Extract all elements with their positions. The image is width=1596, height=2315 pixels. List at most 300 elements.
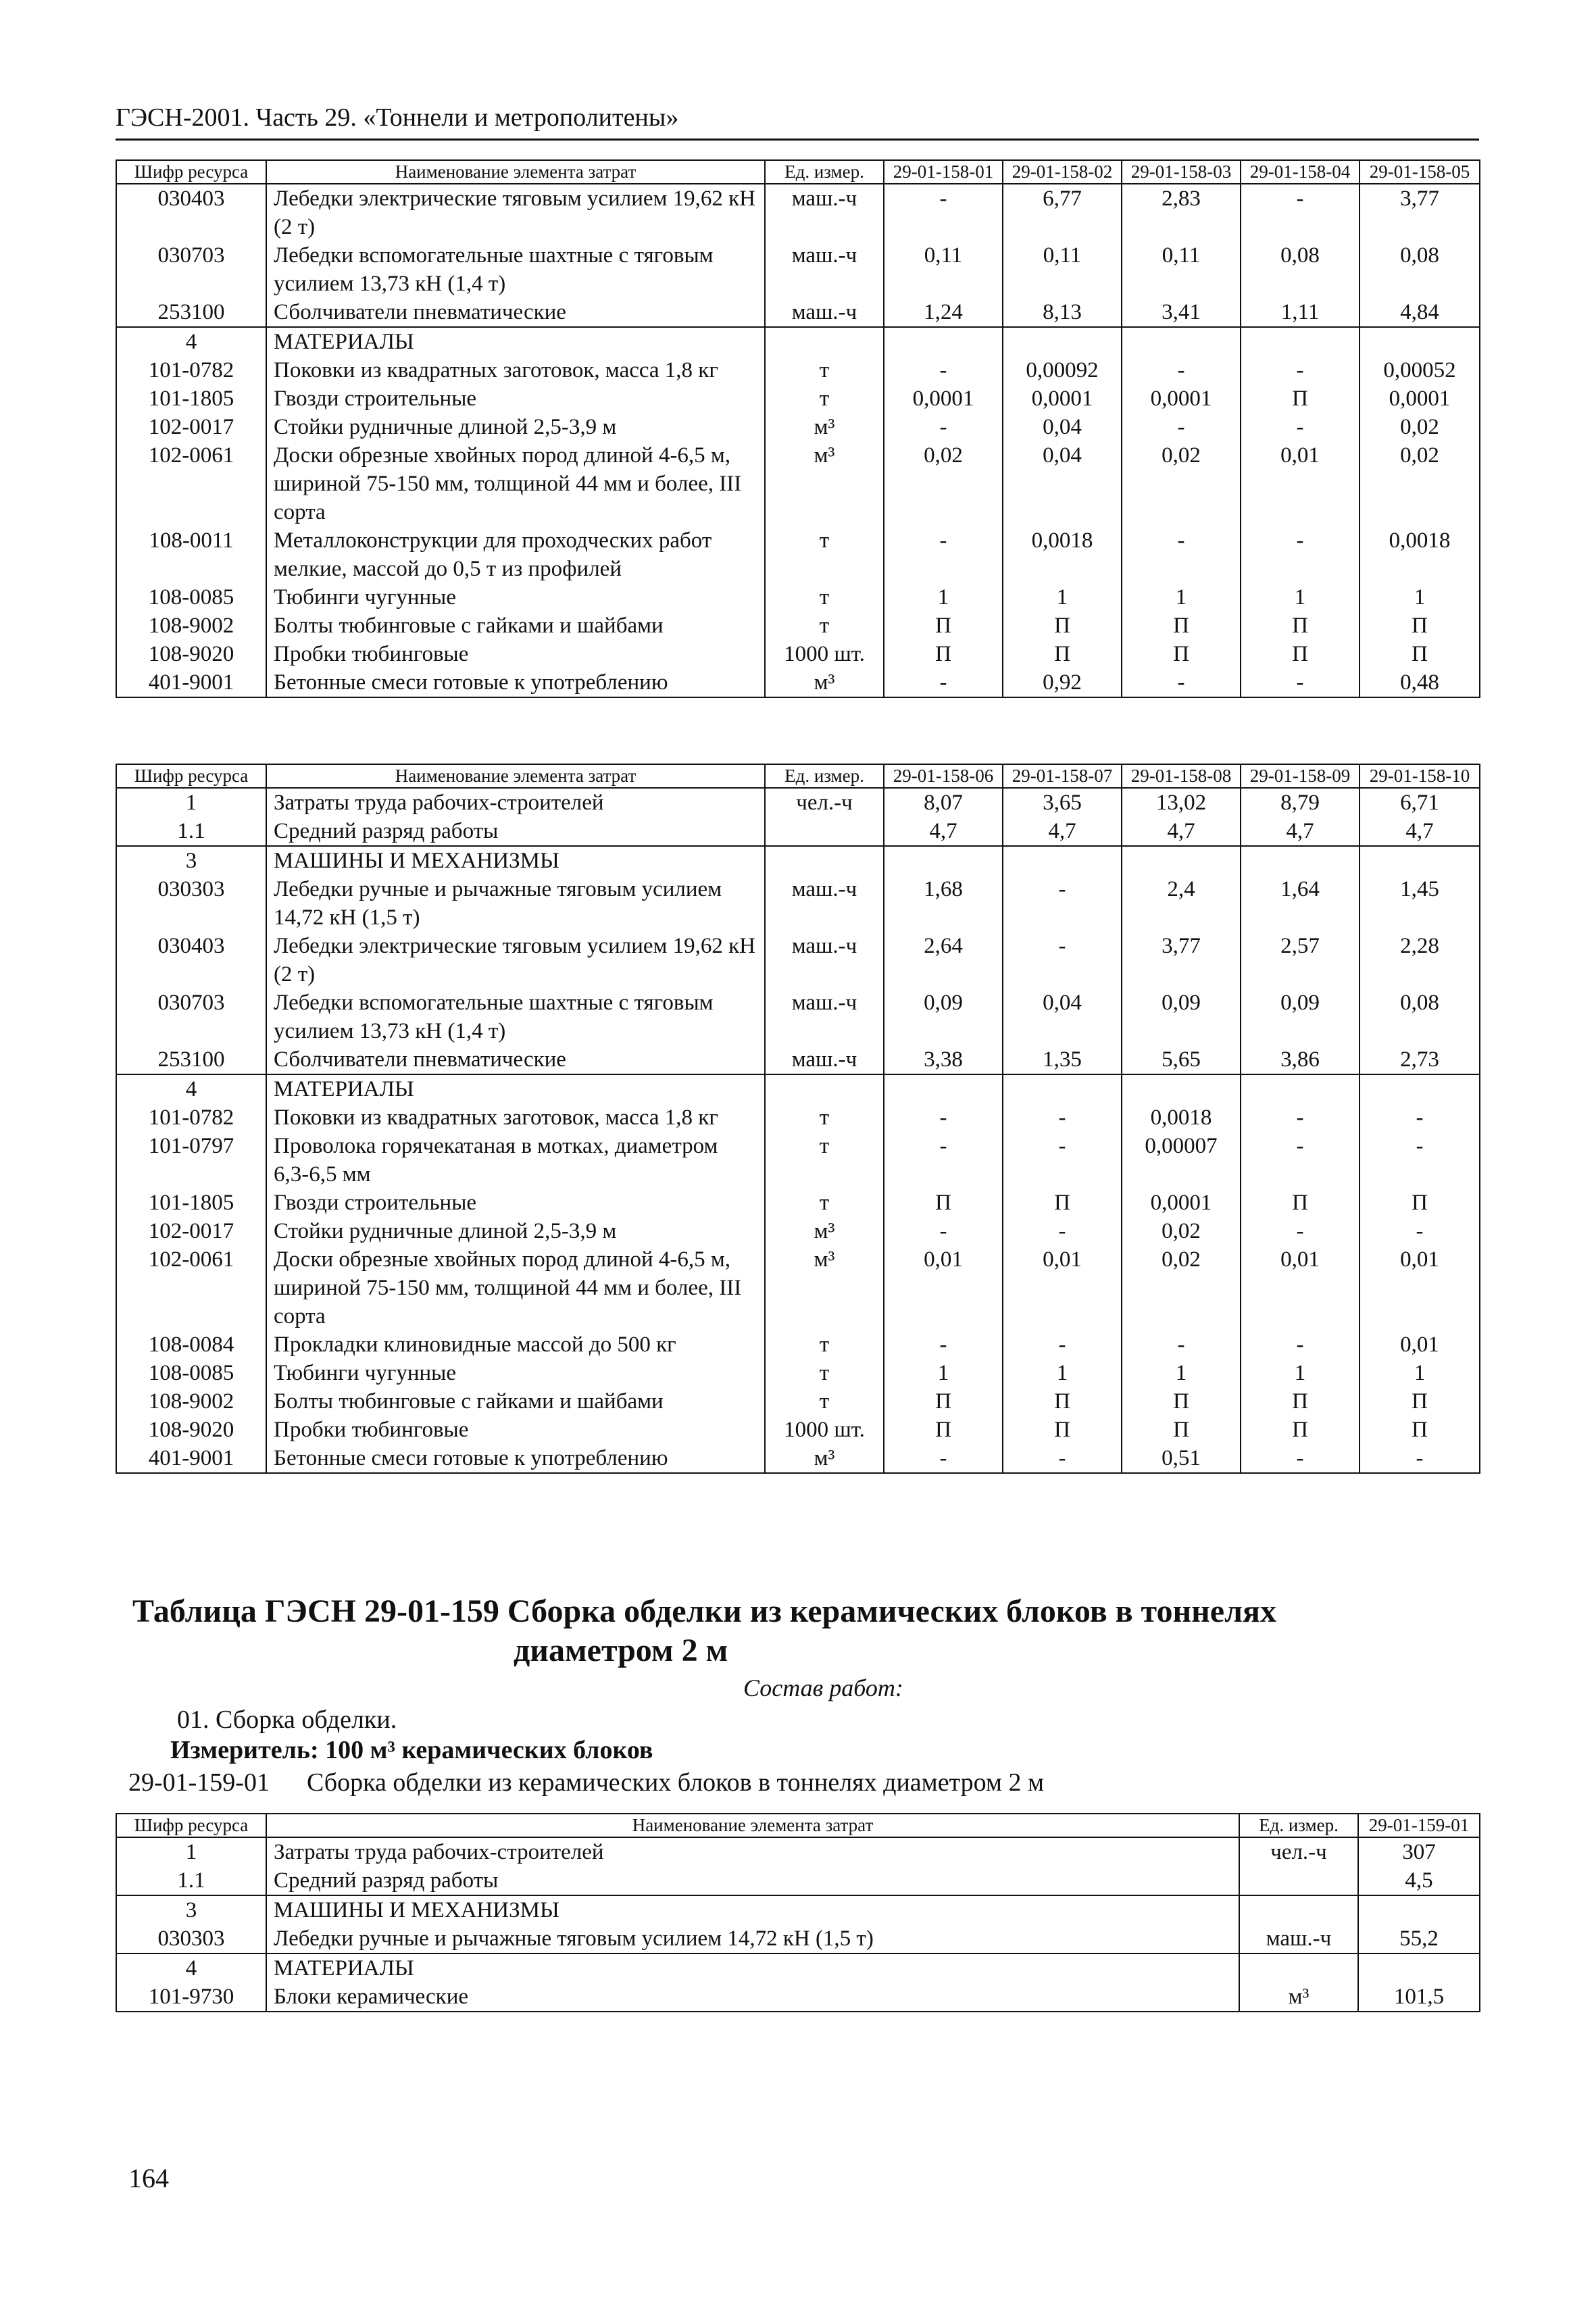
unit-cell: т [765, 526, 884, 583]
value-cell: - [1241, 668, 1360, 697]
table-row [116, 184, 1480, 241]
value-cell: 1,24 [884, 298, 1003, 327]
resource-name: Лебедки вспомогательные шахтные с тяговым усилием 13,73 кН (1,4 т) [266, 989, 765, 1045]
value-cell [884, 327, 1003, 356]
resource-name: Лебедки электрические тяговым усилием 19,62 кН (2 т) [266, 932, 765, 989]
resource-code: 102-0061 [116, 1245, 266, 1330]
header-norm-code: 29-01-158-04 [1241, 160, 1360, 184]
value-cell: П [1241, 640, 1360, 668]
table-row [116, 989, 1480, 1045]
table-row [116, 668, 1480, 697]
resource-code: 108-0084 [116, 1330, 266, 1359]
value-cell: 0,04 [1003, 413, 1122, 441]
resource-code: 108-9002 [116, 1387, 266, 1416]
unit-cell: т [765, 1387, 884, 1416]
unit-cell: т [765, 612, 884, 640]
value-cell: 0,92 [1003, 668, 1122, 697]
value-cell: 8,13 [1003, 298, 1122, 327]
header-name: Наименование элемента затрат [266, 764, 765, 788]
value-cell: 0,00052 [1360, 356, 1480, 384]
resource-name: Средний разряд работы [266, 817, 765, 846]
resource-name: Металлоконструкции для проходческих работ мелкие, массой до 0,5 т из профилей [266, 526, 765, 583]
unit-cell: маш.-ч [765, 875, 884, 932]
value-cell: 0,0001 [1122, 384, 1241, 413]
norm-name: Сборка обделки из керамических блоков в тоннелях диаметром 2 м [306, 1768, 1045, 1797]
table-row [116, 640, 1480, 668]
value-cell: 4,7 [884, 817, 1003, 846]
value-cell: 6,77 [1003, 184, 1122, 241]
resource-name: Гвозди строительные [266, 1189, 765, 1217]
value-cell: 0,11 [1122, 241, 1241, 298]
value-cell: 2,83 [1122, 184, 1241, 241]
table-row [116, 1387, 1480, 1416]
resource-table-159-01 [116, 1813, 1480, 2012]
value-cell: П [1003, 640, 1122, 668]
value-cell [1122, 1074, 1241, 1103]
resource-name: Сболчиватели пневматические [266, 1045, 765, 1074]
resource-code: 1.1 [116, 817, 266, 846]
header-unit: Ед. измер. [765, 160, 884, 184]
value-cell: П [884, 1416, 1003, 1444]
resource-name: Стойки рудничные длиной 2,5-3,9 м [266, 1217, 765, 1245]
value-cell [884, 846, 1003, 875]
table-row [116, 583, 1480, 612]
value-cell: П [1241, 1416, 1360, 1444]
resource-code: 108-9020 [116, 1416, 266, 1444]
value-cell: 4,7 [1241, 817, 1360, 846]
value-cell: 0,0001 [884, 384, 1003, 413]
value-cell: - [884, 1132, 1003, 1189]
value-cell [884, 1074, 1003, 1103]
resource-code: 030703 [116, 989, 266, 1045]
table-row [116, 1866, 1480, 1895]
value-cell: П [1360, 1189, 1480, 1217]
table-row [116, 298, 1480, 327]
resource-code: 030303 [116, 1924, 266, 1953]
unit-cell: чел.-ч [1239, 1837, 1358, 1866]
resource-code: 401-9001 [116, 1444, 266, 1473]
value-cell: - [884, 356, 1003, 384]
value-cell: 0,02 [884, 441, 1003, 526]
resource-name: Тюбинги чугунные [266, 583, 765, 612]
value-cell: - [1003, 875, 1122, 932]
value-cell: 3,77 [1122, 932, 1241, 989]
value-cell: - [884, 1217, 1003, 1245]
resource-name: Пробки тюбинговые [266, 640, 765, 668]
value-cell: - [1241, 1217, 1360, 1245]
value-cell: П [884, 1189, 1003, 1217]
value-cell: П [884, 640, 1003, 668]
header-norm-code: 29-01-158-10 [1360, 764, 1480, 788]
unit-cell: м³ [765, 441, 884, 526]
value-cell: - [1003, 1330, 1122, 1359]
value-cell: 4,84 [1360, 298, 1480, 327]
unit-cell: маш.-ч [765, 932, 884, 989]
value-cell: П [1122, 612, 1241, 640]
unit-cell: маш.-ч [765, 241, 884, 298]
table-row [116, 1444, 1480, 1473]
value-cell [1003, 327, 1122, 356]
resource-code: 108-9002 [116, 612, 266, 640]
value-cell: - [1003, 932, 1122, 989]
value-cell: 0,48 [1360, 668, 1480, 697]
unit-cell: т [765, 1132, 884, 1189]
unit-cell: м³ [765, 1217, 884, 1245]
header-norm-code: 29-01-158-01 [884, 160, 1003, 184]
value-cell: 0,02 [1122, 1245, 1241, 1330]
table-row [116, 1983, 1480, 2012]
value-cell: 0,09 [1122, 989, 1241, 1045]
resource-table-158-01-05 [116, 159, 1480, 698]
resource-code: 102-0017 [116, 1217, 266, 1245]
header-norm-code: 29-01-158-07 [1003, 764, 1122, 788]
resource-name: Болты тюбинговые с гайками и шайбами [266, 612, 765, 640]
header-unit: Ед. измер. [1239, 1814, 1358, 1837]
value-cell: 3,38 [884, 1045, 1003, 1074]
value-cell: - [884, 184, 1003, 241]
value-cell: 0,01 [1003, 1245, 1122, 1330]
value-cell: П [1241, 1387, 1360, 1416]
value-cell: П [1241, 612, 1360, 640]
value-cell: 5,65 [1122, 1045, 1241, 1074]
value-cell: - [884, 526, 1003, 583]
table-row [116, 356, 1480, 384]
value-cell: - [1241, 1132, 1360, 1189]
value-cell: П [1122, 1416, 1241, 1444]
resource-code: 101-0782 [116, 1103, 266, 1132]
value-cell: - [1003, 1103, 1122, 1132]
value-cell: П [1122, 640, 1241, 668]
value-cell: 0,08 [1241, 241, 1360, 298]
resource-name: Блоки керамические [266, 1983, 1239, 2012]
table-row [116, 1132, 1480, 1189]
table-row [116, 413, 1480, 441]
value-cell: 55,2 [1358, 1924, 1480, 1953]
value-cell: - [1360, 1103, 1480, 1132]
running-header: ГЭСН-2001. Часть 29. «Тоннели и метрополитены» [116, 103, 679, 132]
value-cell: - [884, 1103, 1003, 1132]
value-cell: - [1241, 526, 1360, 583]
value-cell: 1,64 [1241, 875, 1360, 932]
header-norm-code: 29-01-158-09 [1241, 764, 1360, 788]
value-cell: - [1241, 184, 1360, 241]
value-cell: П [884, 612, 1003, 640]
section-row [116, 327, 1480, 356]
value-cell: 8,07 [884, 788, 1003, 817]
unit-cell: м³ [1239, 1983, 1358, 2012]
resource-code: 101-9730 [116, 1983, 266, 2012]
resource-table-158-06-10 [116, 764, 1480, 1474]
resource-name: Стойки рудничные длиной 2,5-3,9 м [266, 413, 765, 441]
resource-name: Бетонные смеси готовые к употреблению [266, 1444, 765, 1473]
unit-cell: т [765, 1103, 884, 1132]
resource-name: Затраты труда рабочих-строителей [266, 1837, 1239, 1866]
value-cell: 0,0001 [1360, 384, 1480, 413]
value-cell: - [1003, 1444, 1122, 1473]
value-cell: П [1122, 1387, 1241, 1416]
value-cell [1360, 846, 1480, 875]
value-cell [1003, 846, 1122, 875]
value-cell: 2,73 [1360, 1045, 1480, 1074]
value-cell: 1,45 [1360, 875, 1480, 932]
resource-name: Лебедки электрические тяговым усилием 19,62 кН (2 т) [266, 184, 765, 241]
table-header-row [116, 160, 1480, 184]
table-row [116, 1045, 1480, 1074]
value-cell: П [1003, 1416, 1122, 1444]
unit-cell: т [765, 1330, 884, 1359]
unit-cell [765, 327, 884, 356]
value-cell: 2,4 [1122, 875, 1241, 932]
value-cell: - [1241, 1330, 1360, 1359]
value-cell: П [1360, 640, 1480, 668]
resource-code: 3 [116, 846, 266, 875]
resource-code: 4 [116, 327, 266, 356]
value-cell: 0,08 [1360, 989, 1480, 1045]
table-row [116, 1245, 1480, 1330]
value-cell: 1 [1122, 1359, 1241, 1387]
value-cell: 0,09 [1241, 989, 1360, 1045]
value-cell: 307 [1358, 1837, 1480, 1866]
value-cell [1360, 327, 1480, 356]
value-cell: 4,5 [1358, 1866, 1480, 1895]
value-cell: 0,02 [1360, 413, 1480, 441]
value-cell: 0,0001 [1122, 1189, 1241, 1217]
unit-cell: т [765, 583, 884, 612]
resource-code: 030403 [116, 184, 266, 241]
value-cell: 8,79 [1241, 788, 1360, 817]
section-title: МАТЕРИАЛЫ [266, 1953, 1239, 1983]
value-cell: 1 [1122, 583, 1241, 612]
resource-name: Лебедки ручные и рычажные тяговым усилием 14,72 кН (1,5 т) [266, 875, 765, 932]
table-row [116, 612, 1480, 640]
value-cell: 1,35 [1003, 1045, 1122, 1074]
unit-cell: м³ [765, 413, 884, 441]
value-cell: П [1360, 1387, 1480, 1416]
header-norm-code: 29-01-158-02 [1003, 160, 1122, 184]
resource-name: Затраты труда рабочих-строителей [266, 788, 765, 817]
value-cell: 1 [1360, 1359, 1480, 1387]
value-cell: 0,01 [1360, 1245, 1480, 1330]
value-cell: - [1122, 413, 1241, 441]
unit-cell: маш.-ч [765, 989, 884, 1045]
value-cell: - [884, 1444, 1003, 1473]
unit-cell: 1000 шт. [765, 1416, 884, 1444]
unit-cell: т [765, 1189, 884, 1217]
resource-code: 1.1 [116, 1866, 266, 1895]
value-cell: 101,5 [1358, 1983, 1480, 2012]
resource-code: 030703 [116, 241, 266, 298]
section-row [116, 1074, 1480, 1103]
value-cell: 0,00092 [1003, 356, 1122, 384]
header-code: Шифр ресурса [116, 764, 266, 788]
table-row [116, 788, 1480, 817]
value-cell: - [1360, 1132, 1480, 1189]
value-cell: - [884, 1330, 1003, 1359]
value-cell: П [1003, 1387, 1122, 1416]
value-cell: 0,0018 [1122, 1103, 1241, 1132]
resource-name: Гвозди строительные [266, 384, 765, 413]
table-row [116, 932, 1480, 989]
value-cell [1241, 846, 1360, 875]
value-cell: 3,65 [1003, 788, 1122, 817]
resource-name: Средний разряд работы [266, 1866, 1239, 1895]
value-cell: - [1003, 1132, 1122, 1189]
table-title-line2: диаметром 2 м [514, 1633, 728, 1668]
value-cell: - [1360, 1444, 1480, 1473]
value-cell: - [1003, 1217, 1122, 1245]
table-row [116, 1837, 1480, 1866]
value-cell: 0,0018 [1360, 526, 1480, 583]
table-row [116, 1330, 1480, 1359]
resource-name: Лебедки ручные и рычажные тяговым усилием 14,72 кН (1,5 т) [266, 1924, 1239, 1953]
unit-cell: чел.-ч [765, 788, 884, 817]
value-cell [1241, 1074, 1360, 1103]
value-cell: - [1122, 668, 1241, 697]
table-header-row [116, 764, 1480, 788]
resource-name: Поковки из квадратных заготовок, масса 1,8 кг [266, 1103, 765, 1132]
resource-code: 401-9001 [116, 668, 266, 697]
resource-code: 253100 [116, 1045, 266, 1074]
value-cell: 13,02 [1122, 788, 1241, 817]
section-title: МАТЕРИАЛЫ [266, 327, 765, 356]
table-row [116, 817, 1480, 846]
value-cell [1358, 1895, 1480, 1924]
table-title-line1: Таблица ГЭСН 29-01-159 Сборка обделки из керамических блоков в тоннелях [132, 1593, 1277, 1629]
resource-code: 030403 [116, 932, 266, 989]
resource-name: Проволока горячекатаная в мотках, диаметром 6,3-6,5 мм [266, 1132, 765, 1189]
value-cell: 1 [1003, 583, 1122, 612]
unit-cell: м³ [765, 1245, 884, 1330]
value-cell: 0,04 [1003, 441, 1122, 526]
header-norm-code: 29-01-158-06 [884, 764, 1003, 788]
work-composition-label: Состав работ: [743, 1674, 903, 1701]
unit-cell: т [765, 384, 884, 413]
norm-code: 29-01-159-01 [128, 1768, 270, 1797]
value-cell: 2,28 [1360, 932, 1480, 989]
unit-cell: маш.-ч [765, 184, 884, 241]
value-cell: 3,77 [1360, 184, 1480, 241]
header-norm-code: 29-01-158-03 [1122, 160, 1241, 184]
value-cell: - [884, 668, 1003, 697]
value-cell: - [1241, 356, 1360, 384]
value-cell: П [884, 1387, 1003, 1416]
header-rule [116, 139, 1479, 141]
header-norm-code: 29-01-158-08 [1122, 764, 1241, 788]
value-cell: 0,0001 [1003, 384, 1122, 413]
value-cell: 0,51 [1122, 1444, 1241, 1473]
value-cell: 0,02 [1122, 1217, 1241, 1245]
value-cell [1241, 327, 1360, 356]
value-cell: 0,01 [1360, 1330, 1480, 1359]
section-row [116, 1953, 1480, 1983]
value-cell: 4,7 [1122, 817, 1241, 846]
value-cell: П [1360, 1416, 1480, 1444]
value-cell [1003, 1074, 1122, 1103]
resource-code: 1 [116, 1837, 266, 1866]
work-item: 01. Сборка обделки. [177, 1706, 397, 1734]
header-code: Шифр ресурса [116, 160, 266, 184]
section-title: МАШИНЫ И МЕХАНИЗМЫ [266, 846, 765, 875]
resource-name: Поковки из квадратных заготовок, масса 1,8 кг [266, 356, 765, 384]
value-cell [1360, 1074, 1480, 1103]
value-cell: - [1122, 356, 1241, 384]
value-cell: П [1360, 612, 1480, 640]
value-cell: 1 [884, 1359, 1003, 1387]
table-row [116, 1359, 1480, 1387]
table-row [116, 441, 1480, 526]
resource-code: 108-0011 [116, 526, 266, 583]
resource-code: 030303 [116, 875, 266, 932]
value-cell: 6,71 [1360, 788, 1480, 817]
measure-unit: Измеритель: 100 м³ керамических блоков [170, 1736, 653, 1764]
section-title: МАШИНЫ И МЕХАНИЗМЫ [266, 1895, 1239, 1924]
resource-code: 102-0017 [116, 413, 266, 441]
resource-code: 101-1805 [116, 384, 266, 413]
resource-name: Доски обрезные хвойных пород длиной 4-6,5 м, шириной 75-150 мм, толщиной 44 мм и более, III сорта [266, 1245, 765, 1330]
value-cell: 0,08 [1360, 241, 1480, 298]
resource-code: 108-0085 [116, 583, 266, 612]
value-cell: - [1122, 1330, 1241, 1359]
value-cell: 3,41 [1122, 298, 1241, 327]
table-row [116, 384, 1480, 413]
unit-cell: маш.-ч [1239, 1924, 1358, 1953]
resource-code: 108-0085 [116, 1359, 266, 1387]
value-cell: 0,02 [1360, 441, 1480, 526]
unit-cell: маш.-ч [765, 1045, 884, 1074]
section-row [116, 846, 1480, 875]
unit-cell [765, 1074, 884, 1103]
value-cell: 0,01 [884, 1245, 1003, 1330]
resource-name: Сболчиватели пневматические [266, 298, 765, 327]
value-cell: 1,68 [884, 875, 1003, 932]
table-row [116, 526, 1480, 583]
resource-code: 1 [116, 788, 266, 817]
resource-code: 101-1805 [116, 1189, 266, 1217]
header-code: Шифр ресурса [116, 1814, 266, 1837]
resource-name: Лебедки вспомогательные шахтные с тяговым усилием 13,73 кН (1,4 т) [266, 241, 765, 298]
table-row [116, 1103, 1480, 1132]
resource-code: 253100 [116, 298, 266, 327]
value-cell [1358, 1953, 1480, 1983]
resource-code: 3 [116, 1895, 266, 1924]
value-cell: - [1241, 413, 1360, 441]
value-cell: П [1241, 1189, 1360, 1217]
page-number: 164 [128, 2163, 169, 2193]
unit-cell [765, 846, 884, 875]
value-cell: - [1122, 526, 1241, 583]
value-cell: 0,0018 [1003, 526, 1122, 583]
table-row [116, 1416, 1480, 1444]
header-unit: Ед. измер. [765, 764, 884, 788]
header-norm-code: 29-01-158-05 [1360, 160, 1480, 184]
unit-cell [1239, 1895, 1358, 1924]
value-cell: 0,00007 [1122, 1132, 1241, 1189]
unit-cell [765, 817, 884, 846]
value-cell: 2,64 [884, 932, 1003, 989]
resource-code: 108-9020 [116, 640, 266, 668]
value-cell: 0,11 [884, 241, 1003, 298]
resource-code: 4 [116, 1953, 266, 1983]
value-cell: П [1003, 612, 1122, 640]
value-cell: 0,11 [1003, 241, 1122, 298]
value-cell: 0,04 [1003, 989, 1122, 1045]
resource-code: 101-0782 [116, 356, 266, 384]
table-row [116, 241, 1480, 298]
value-cell [1122, 846, 1241, 875]
resource-name: Бетонные смеси готовые к употреблению [266, 668, 765, 697]
value-cell: - [1241, 1103, 1360, 1132]
unit-cell: маш.-ч [765, 298, 884, 327]
